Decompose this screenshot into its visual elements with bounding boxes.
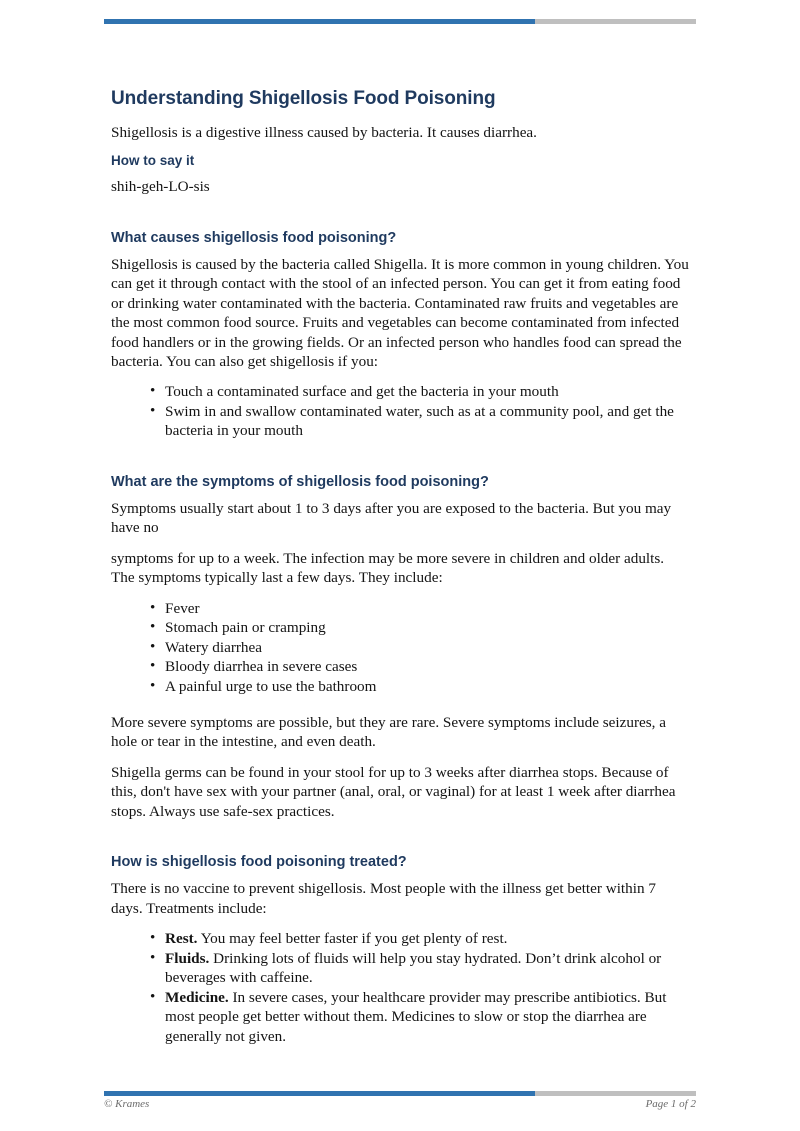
- symptoms-paragraph-2: symptoms for up to a week. The infection may be more severe in children and older adults. The symptoms typically last a few days. They include:: [111, 549, 665, 587]
- list-item-lead: Medicine.: [165, 988, 229, 1006]
- header-rule-blue-segment: [104, 19, 535, 24]
- list-item: [150, 929, 691, 948]
- symptoms-paragraph-1: Symptoms usually start about 1 to 3 days after you are exposed to the bacteria. But you may have no: [111, 499, 672, 537]
- list-item: [150, 988, 691, 1046]
- list-item-lead: Rest.: [165, 930, 198, 948]
- list-item: • Bloody diarrhea in severe cases: [150, 657, 691, 676]
- pronunciation-text: shih-geh-LO-sis: [111, 178, 210, 196]
- header-rule: [104, 19, 696, 24]
- footer-rule: [104, 1091, 696, 1096]
- document-content: [111, 88, 691, 1057]
- list-item-text: Drinking lots of fluids will help you stay hydrated. Don’t drink alcohol or beverages with caffeine.: [165, 949, 662, 987]
- section-heading-symptoms: What are the symptoms of shigellosis food poisoning?: [111, 473, 489, 490]
- causes-bullet-list: [111, 382, 691, 440]
- section-spacer: [111, 452, 691, 473]
- list-item-lead: Fluids.: [165, 949, 210, 967]
- section-heading-causes: What causes shigellosis food poisoning?: [111, 229, 397, 246]
- list-item-text: You may feel better faster if you get plenty of rest.: [197, 930, 508, 948]
- pronunciation-heading: How to say it: [111, 153, 195, 169]
- list-item: • Watery diarrhea: [150, 638, 691, 657]
- list-item: • A painful urge to use the bathroom: [150, 677, 691, 696]
- list-item-text: In severe cases, your healthcare provider may prescribe antibiotics. But most people get better without them. Medicines to slow or stop the diarrhea are generally not given.: [165, 988, 667, 1045]
- treatment-paragraph: There is no vaccine to prevent shigellosis. Most people with the illness get better within 7 days. Treatments include:: [111, 880, 656, 917]
- page-title: Understanding Shigellosis Food Poisoning: [111, 88, 496, 109]
- list-item: • Swim in and swallow contaminated water, such as at a community pool, and get the bacteria in your mouth: [150, 402, 691, 441]
- list-item: • Touch a contaminated surface and get the bacteria in your mouth: [150, 382, 691, 401]
- symptoms-paragraph-4: Shigella germs can be found in your stool for up to 3 weeks after diarrhea stops. Because of this, don't have sex with your partner (anal, oral, or vaginal) for at least 1 week after diarrhea stops. Always use safe-sex practices.: [111, 763, 676, 820]
- symptoms-bullet-list: [111, 599, 691, 696]
- footer-rule-gray-segment: [535, 1091, 696, 1096]
- symptoms-paragraph-3: More severe symptoms are possible, but they are rare. Severe symptoms include seizures, a hole or tear in the intestine, and even death.: [111, 713, 667, 751]
- causes-paragraph: Shigellosis is caused by the bacteria called Shigella. It is more common in young children. You can get it through contact with the stool of an infected person. You can get it from eating food or drinking water contaminated with the bacteria. Contaminated raw fruits and vegetables are the most common food source. Fruits and vegetables can become contaminated from infected food handlers or in the growing fields. Or an infected person who handles food can spread the bacteria. You can also get shigellosis if you:: [111, 255, 689, 370]
- footer-rule-blue-segment: [104, 1091, 535, 1096]
- list-item: [150, 949, 691, 988]
- list-item: • Fever: [150, 599, 691, 618]
- section-spacer: [111, 208, 691, 229]
- treatment-bullet-list: [111, 929, 691, 1046]
- footer-copyright: © Krames: [104, 1098, 150, 1110]
- header-rule-gray-segment: [535, 19, 696, 24]
- section-heading-treatment: How is shigellosis food poisoning treated?: [111, 854, 407, 871]
- section-spacer: [111, 832, 691, 853]
- page-footer: [104, 1098, 696, 1110]
- footer-page-number: Page 1 of 2: [645, 1098, 696, 1110]
- intro-paragraph: Shigellosis is a digestive illness caused by bacteria. It causes diarrhea.: [111, 123, 537, 141]
- list-item: • Stomach pain or cramping: [150, 618, 691, 637]
